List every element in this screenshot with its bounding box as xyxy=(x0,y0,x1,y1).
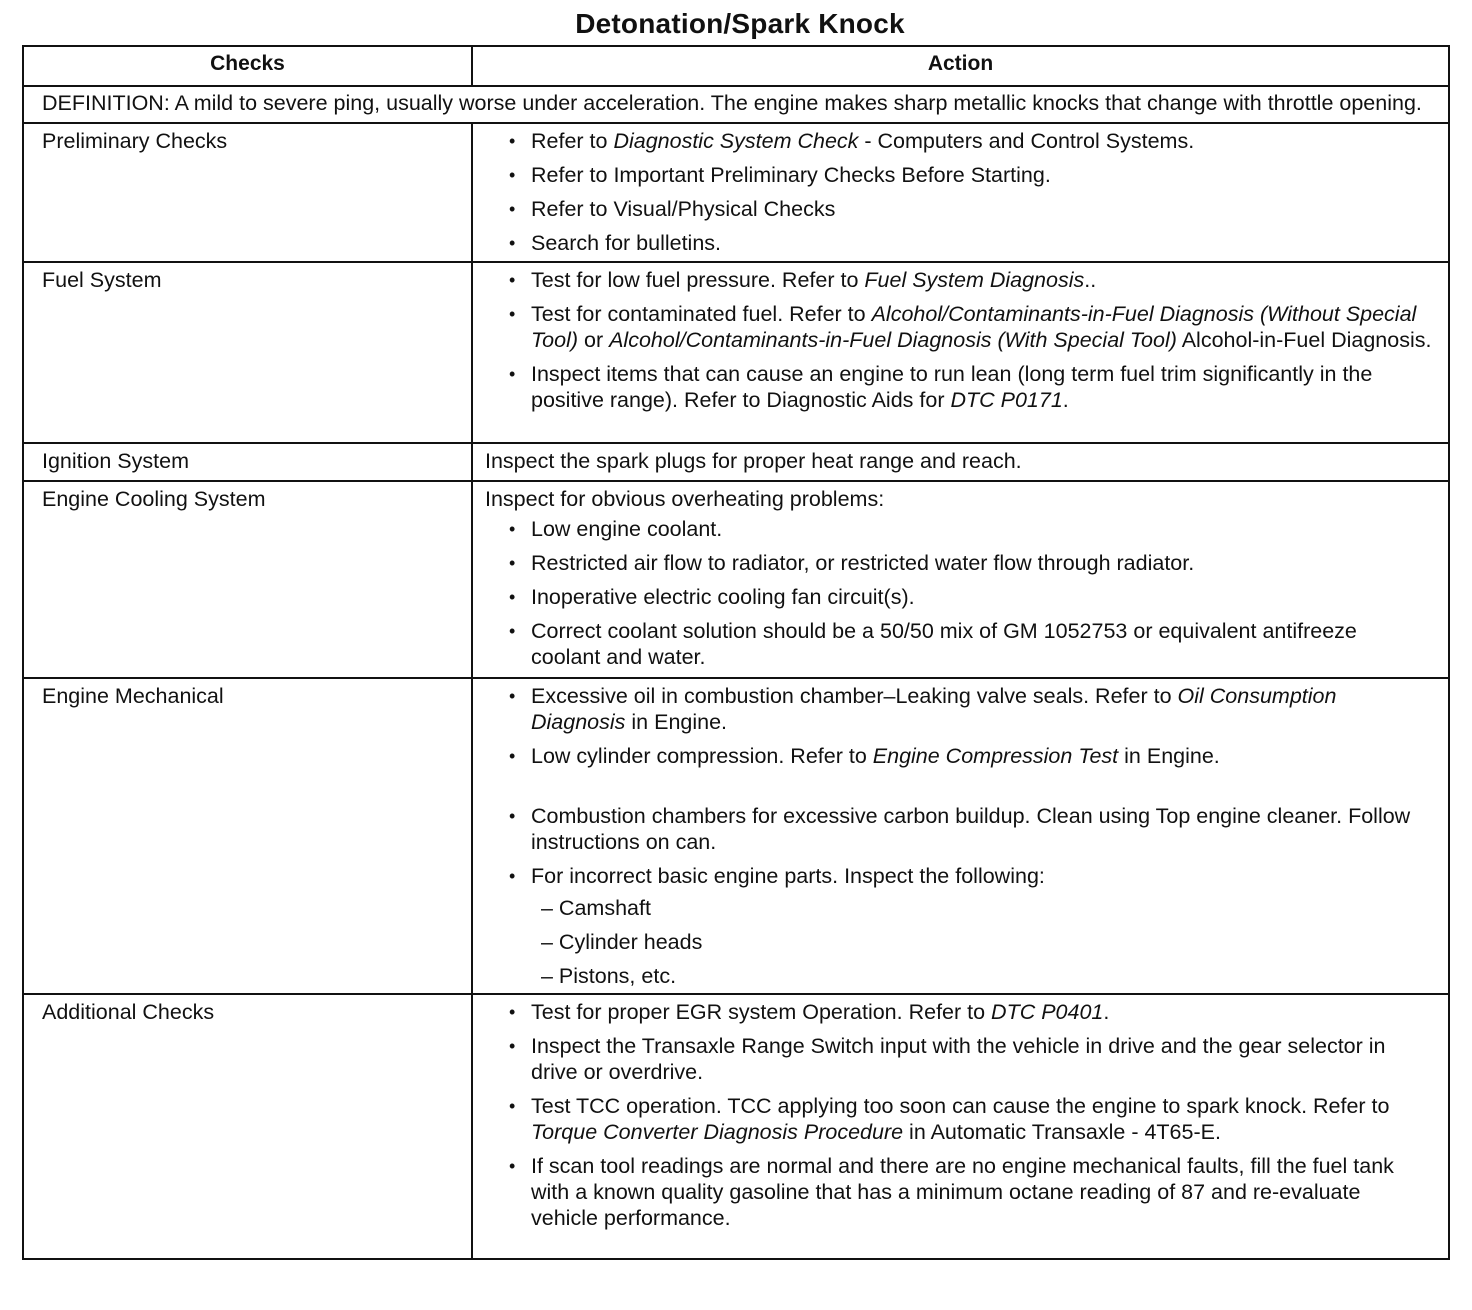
text: Inspect items that can cause an engine to run lean (long term fuel trim significantly in the positive range). Refer to Diagnostic Aids for xyxy=(531,362,1373,412)
action-text: Inspect the spark plugs for proper heat range and reach. xyxy=(485,449,1022,473)
list-item: • Inspect the Transaxle Range Switch input with the vehicle in drive and the gear selector in drive or overdrive. xyxy=(473,1033,1432,1085)
action-cell xyxy=(472,994,1449,1259)
reference-link: Torque Converter Diagnosis Procedure xyxy=(531,1120,904,1144)
sub-list xyxy=(531,895,1432,989)
list-item: • Low engine coolant. xyxy=(473,516,1432,542)
text: in Engine. xyxy=(625,710,728,734)
table-row xyxy=(23,481,1449,678)
table-row xyxy=(23,678,1449,994)
action-cell xyxy=(472,481,1449,678)
text: . xyxy=(1103,1000,1110,1024)
table-row xyxy=(23,123,1449,262)
reference-link: DTC P0171 xyxy=(950,388,1063,412)
list-item: • If scan tool readings are normal and there are no engine mechanical faults, fill the fuel tank with a known quality gasoline that has a minimum octane reading of 87 and re-evaluate vehicle performance. xyxy=(473,1153,1432,1231)
action-cell xyxy=(472,262,1449,443)
text: .. xyxy=(1084,268,1097,292)
list-item: • Correct coolant solution should be a 50/50 mix of GM 1052753 or equivalent antifreeze coolant and water. xyxy=(473,618,1432,670)
text: Refer to xyxy=(531,129,614,153)
text: Excessive oil in combustion chamber–Leaking valve seals. Refer to xyxy=(531,684,1178,708)
text: - Computers and Control Systems. xyxy=(858,129,1195,153)
reference-link: DTC P0401 xyxy=(991,1000,1104,1024)
checks-header: Checks xyxy=(23,46,472,86)
reference-link: Alcohol/Contaminants-in-Fuel Diagnosis (With Special Tool) xyxy=(609,328,1177,352)
check-label-cooling: Engine Cooling System xyxy=(23,481,472,678)
list-item xyxy=(473,863,1432,989)
reference-link: Engine Compression Test xyxy=(872,744,1119,768)
text: Alcohol-in-Fuel Diagnosis. xyxy=(1176,328,1432,352)
list-item: • Refer to Visual/Physical Checks xyxy=(473,196,1432,222)
sub-list-item: – Cylinder heads xyxy=(541,930,703,954)
list-item xyxy=(473,361,1432,413)
list-item: • Search for bulletins. xyxy=(473,230,1432,256)
page-title: Detonation/Spark Knock xyxy=(575,8,905,39)
header-row xyxy=(23,46,1449,86)
list-item: • Inoperative electric cooling fan circuit(s). xyxy=(473,584,1432,610)
action-cell xyxy=(472,678,1449,994)
table-row xyxy=(23,994,1449,1259)
check-label-ignition: Ignition System xyxy=(23,443,472,481)
text: or xyxy=(578,328,610,352)
list-item xyxy=(473,267,1432,293)
list-item xyxy=(473,743,1432,769)
table-row xyxy=(23,262,1449,443)
action-intro: Inspect for obvious overheating problems: xyxy=(485,487,885,511)
diagnostic-table xyxy=(22,45,1450,1260)
text: For incorrect basic engine parts. Inspect the following: xyxy=(531,864,1045,888)
action-cell xyxy=(472,123,1449,262)
list-item xyxy=(473,999,1432,1025)
reference-link: Diagnostic System Check xyxy=(613,129,859,153)
reference-link: Fuel System Diagnosis xyxy=(864,268,1085,292)
text: Test TCC operation. TCC applying too soon can cause the engine to spark knock. Refer to xyxy=(531,1094,1390,1118)
list-item: • Combustion chambers for excessive carbon buildup. Clean using Top engine cleaner. Follow instructions on can. xyxy=(473,803,1432,855)
reference-link: Alcohol/Contaminants-in-Fuel Diagnosis (Without Special Tool) xyxy=(531,302,1417,352)
list-item xyxy=(473,1093,1432,1145)
text: in Engine. xyxy=(1118,744,1220,768)
list-item xyxy=(473,683,1432,735)
list-item xyxy=(473,301,1432,353)
check-label-fuel: Fuel System xyxy=(23,262,472,443)
list-item: • Restricted air flow to radiator, or restricted water flow through radiator. xyxy=(473,550,1432,576)
check-label-additional: Additional Checks xyxy=(23,994,472,1259)
text: Test for proper EGR system Operation. Refer to xyxy=(531,1000,992,1024)
text: Test for low fuel pressure. Refer to xyxy=(531,268,865,292)
action-header: Action xyxy=(472,46,1449,86)
text: . xyxy=(1062,388,1069,412)
check-label-preliminary: Preliminary Checks xyxy=(23,123,472,262)
reference-link: Oil Consumption Diagnosis xyxy=(531,684,1337,734)
definition-text: DEFINITION: A mild to severe ping, usually worse under acceleration. The engine makes sharp metallic knocks that change with throttle opening. xyxy=(23,86,1449,123)
text: in Automatic Transaxle - 4T65-E. xyxy=(903,1120,1221,1144)
text: Low cylinder compression. Refer to xyxy=(531,744,873,768)
list-item: • Refer to Important Preliminary Checks Before Starting. xyxy=(473,162,1432,188)
definition-row xyxy=(23,86,1449,123)
text: Test for contaminated fuel. Refer to xyxy=(531,302,872,326)
check-label-mechanical: Engine Mechanical xyxy=(23,678,472,994)
table-row xyxy=(23,443,1449,481)
list-item xyxy=(473,128,1432,154)
sub-list-item: – Pistons, etc. xyxy=(541,964,677,988)
action-cell xyxy=(472,443,1449,481)
sub-list-item: – Camshaft xyxy=(541,896,651,920)
